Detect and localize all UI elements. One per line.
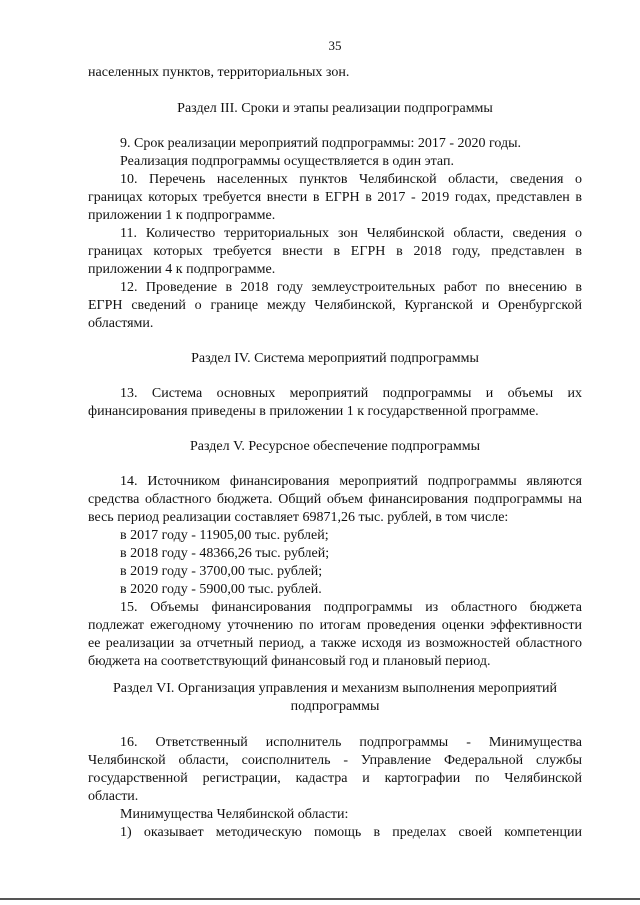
section-heading-line: подпрограммы bbox=[290, 699, 380, 714]
document-text-line: в 2019 году - 3700,00 тыс. рублей; bbox=[120, 564, 323, 579]
document-text-line: границах которых требуется внести в ЕГРН в 2018 году, представлен в bbox=[88, 244, 582, 259]
document-text-line: приложении 1 к подпрограмме. bbox=[88, 208, 276, 223]
section-heading-line: Раздел VI. Организация управления и механизм выполнения мероприятий bbox=[113, 681, 557, 696]
document-text-line: Реализация подпрограммы осуществляется в один этап. bbox=[120, 154, 454, 169]
section-heading-line: Раздел III. Сроки и этапы реализации подпрограммы bbox=[177, 101, 493, 116]
document-text-line: Минимущества Челябинской области: bbox=[120, 807, 349, 822]
document-text-line: области. bbox=[88, 789, 139, 804]
document-text-line: 11. Количество территориальных зон Челябинской области, сведения о bbox=[120, 226, 582, 241]
document-text-line: в 2020 году - 5900,00 тыс. рублей. bbox=[120, 582, 322, 597]
document-text-line: государственной регистрации, кадастра и картографии по Челябинской bbox=[88, 771, 582, 786]
page-number: 35 bbox=[328, 38, 342, 53]
document-text-line: в 2018 году - 48366,26 тыс. рублей; bbox=[120, 546, 330, 561]
document-text-line: подлежат ежегодному уточнению по итогам проведения оценки эффективности bbox=[88, 618, 582, 633]
document-text-line: финансирования приведены в приложении 1 к государственной программе. bbox=[88, 404, 539, 419]
document-text-line: 14. Источником финансирования мероприятий подпрограммы являются bbox=[120, 474, 582, 489]
document-text-line: 12. Проведение в 2018 году землеустроительных работ по внесению в bbox=[120, 280, 582, 295]
document-text-line: границах которых требуется внести в ЕГРН в 2017 - 2019 годах, представлен в bbox=[88, 190, 582, 205]
document-text-line: бюджета на соответствующий финансовый год и плановый период. bbox=[88, 654, 491, 669]
document-text-line: в 2017 году - 11905,00 тыс. рублей; bbox=[120, 528, 329, 543]
document-text-line: весь период реализации составляет 69871,26 тыс. рублей, в том числе: bbox=[88, 510, 509, 525]
section-heading-line: Раздел IV. Система мероприятий подпрограммы bbox=[191, 351, 479, 366]
document-text-line: средства областного бюджета. Общий объем финансирования подпрограммы на bbox=[88, 492, 582, 507]
document-text-line: ЕГРН сведений о границе между Челябинской, Курганской и Оренбургской bbox=[88, 298, 582, 313]
section-heading-line: Раздел V. Ресурсное обеспечение подпрограммы bbox=[189, 439, 480, 454]
document-text-line: 1) оказывает методическую помощь в пределах своей компетенции bbox=[120, 825, 582, 840]
document-text-line: 15. Объемы финансирования подпрограммы из областного бюджета bbox=[120, 600, 582, 615]
document-text-line: 16. Ответственный исполнитель подпрограммы - Минимущества bbox=[120, 735, 582, 750]
document-text-line: населенных пунктов, территориальных зон. bbox=[88, 65, 350, 80]
document-text-line: 13. Система основных мероприятий подпрограммы и объемы их bbox=[120, 386, 582, 401]
page-bottom-rule bbox=[0, 898, 640, 900]
document-text-line: приложении 4 к подпрограмме. bbox=[88, 262, 276, 277]
document-text-line: ее реализации за отчетный период, а также исходя из возможностей областного bbox=[88, 636, 582, 651]
document-text-line: Челябинской области, соисполнитель - Управление Федеральной службы bbox=[88, 753, 582, 768]
document-text-line: 10. Перечень населенных пунктов Челябинской области, сведения о bbox=[120, 172, 582, 187]
document-text-line: 9. Срок реализации мероприятий подпрограммы: 2017 - 2020 годы. bbox=[120, 136, 522, 151]
document-page bbox=[88, 0, 582, 905]
document-text-line: областями. bbox=[88, 316, 154, 331]
